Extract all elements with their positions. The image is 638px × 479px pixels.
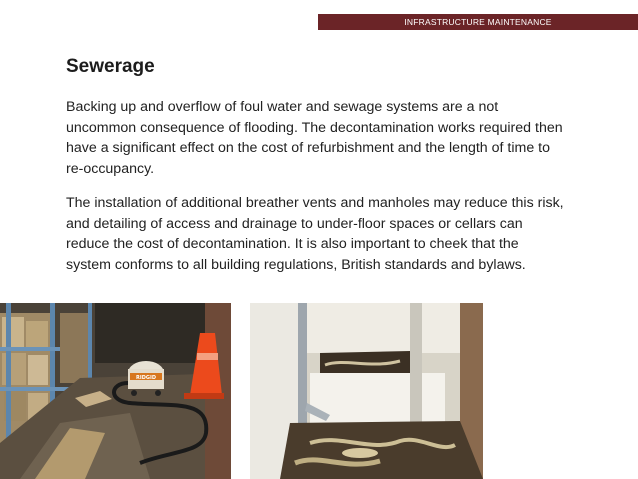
section-banner: INFRASTRUCTURE MAINTENANCE <box>318 14 638 30</box>
sewage-stairwell-photo <box>250 303 483 479</box>
body-paragraph-1: Backing up and overflow of foul water and sewage systems are a not uncommon consequence of flooding. The decontamination works required then have a significant effect on the cost of refurbishment and the length of time to re-occupancy. <box>66 99 563 177</box>
page-title: Sewerage <box>66 56 155 77</box>
flooded-storage-room-photo <box>0 303 231 479</box>
vacuum-logo: RIDGID <box>136 375 156 381</box>
body-paragraph-2: The installation of additional breather vents and manholes may reduce this risk, and detailing of access and drainage to under-floor spaces or cellars can reduce the cost of decontamination. It is also important to cheek that the system conforms to all building regulations, British standards and bylaws. <box>66 195 564 273</box>
